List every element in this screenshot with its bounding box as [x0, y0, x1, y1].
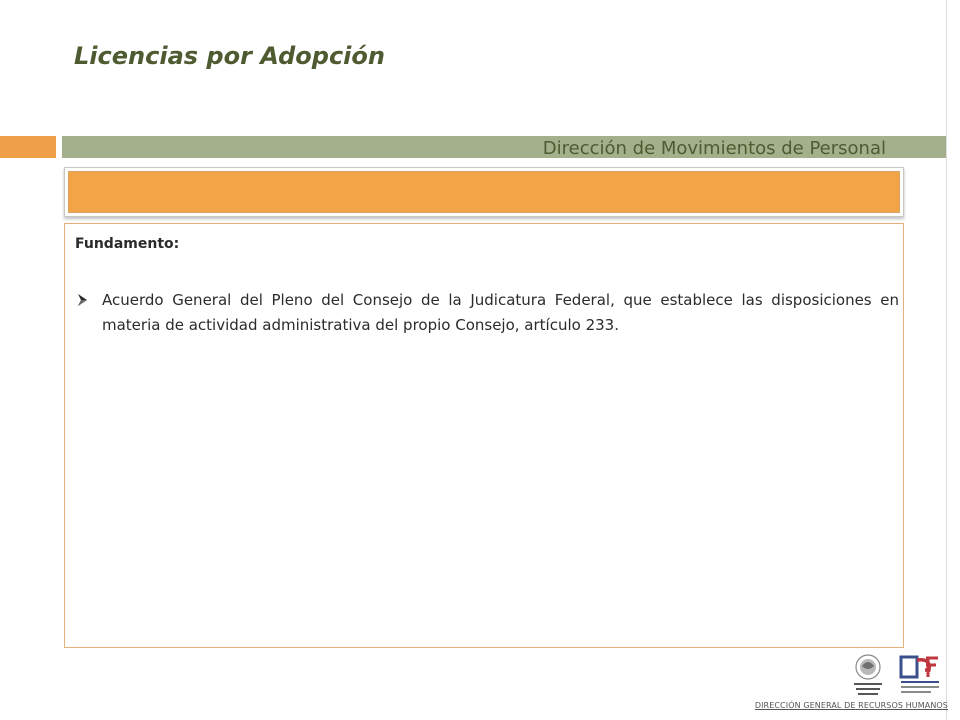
institution-logos: [846, 652, 946, 698]
poder-judicial-logo: [846, 652, 890, 698]
content-box: [64, 223, 904, 648]
bullet-text: Acuerdo General del Pleno del Consejo de la Judicatura Federal, que establece las disposiciones en materia de actividad administrativa del propio Consejo, artículo 233.: [102, 291, 899, 334]
fundamento-label: Fundamento:: [75, 236, 180, 252]
header-accent-orange: [0, 136, 56, 158]
footer-text: DIRECCIÓN GENERAL DE RECURSOS HUMANOS: [754, 701, 948, 710]
bullet-item: [75, 288, 899, 338]
slide-title: Licencias por Adopción: [74, 42, 385, 70]
cjf-logo: [898, 654, 942, 696]
slide-right-border: [946, 0, 947, 720]
department-subtitle: Dirección de Movimientos de Personal: [542, 138, 886, 159]
orange-banner: [64, 167, 904, 217]
arrow-bullet-icon: [75, 292, 91, 308]
